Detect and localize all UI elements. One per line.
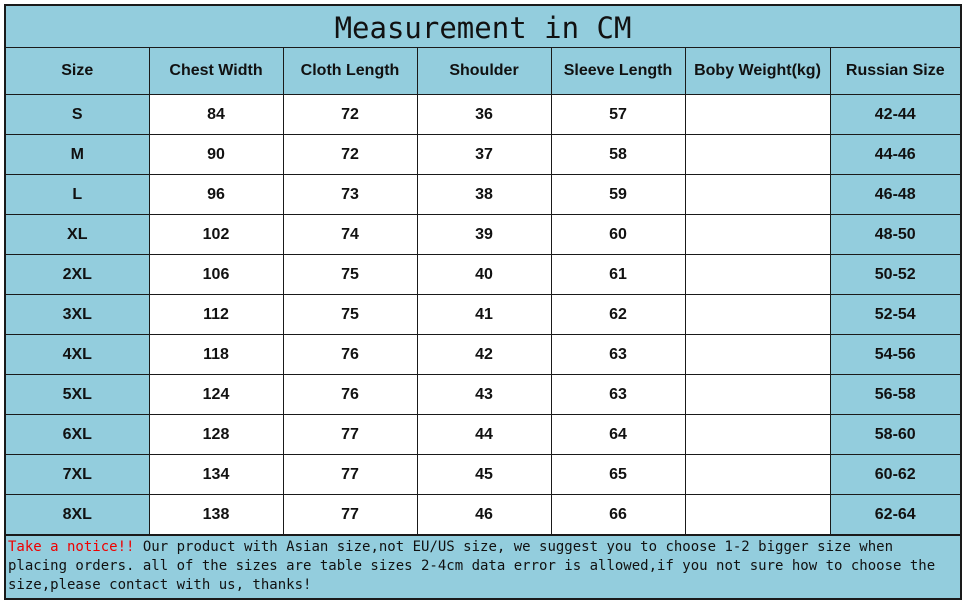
cell-shoulder: 44 bbox=[417, 415, 551, 455]
header-cloth-length: Cloth Length bbox=[283, 48, 417, 95]
cell-sleeve-length: 63 bbox=[551, 335, 685, 375]
cell-chest-width: 138 bbox=[149, 495, 283, 535]
cell-russian-size: 58-60 bbox=[830, 415, 960, 455]
cell-russian-size: 62-64 bbox=[830, 495, 960, 535]
table-row bbox=[6, 175, 960, 215]
cell-cloth-length: 73 bbox=[283, 175, 417, 215]
cell-cloth-length: 76 bbox=[283, 335, 417, 375]
cell-russian-size: 50-52 bbox=[830, 255, 960, 295]
cell-sleeve-length: 57 bbox=[551, 95, 685, 135]
cell-body-weight bbox=[685, 335, 830, 375]
header-size: Size bbox=[6, 48, 149, 95]
cell-size: 5XL bbox=[6, 375, 149, 415]
header-shoulder: Shoulder bbox=[417, 48, 551, 95]
cell-chest-width: 112 bbox=[149, 295, 283, 335]
cell-size: 6XL bbox=[6, 415, 149, 455]
cell-cloth-length: 75 bbox=[283, 255, 417, 295]
cell-russian-size: 48-50 bbox=[830, 215, 960, 255]
cell-shoulder: 36 bbox=[417, 95, 551, 135]
cell-sleeve-length: 58 bbox=[551, 135, 685, 175]
cell-cloth-length: 75 bbox=[283, 295, 417, 335]
cell-cloth-length: 74 bbox=[283, 215, 417, 255]
cell-shoulder: 46 bbox=[417, 495, 551, 535]
chart-title: Measurement in CM bbox=[6, 6, 960, 48]
table-row bbox=[6, 375, 960, 415]
cell-size: M bbox=[6, 135, 149, 175]
cell-cloth-length: 77 bbox=[283, 495, 417, 535]
size-chart bbox=[4, 4, 962, 600]
table-row bbox=[6, 295, 960, 335]
cell-shoulder: 42 bbox=[417, 335, 551, 375]
cell-sleeve-length: 59 bbox=[551, 175, 685, 215]
header-sleeve-length: Sleeve Length bbox=[551, 48, 685, 95]
cell-cloth-length: 72 bbox=[283, 95, 417, 135]
cell-shoulder: 37 bbox=[417, 135, 551, 175]
cell-chest-width: 118 bbox=[149, 335, 283, 375]
cell-size: L bbox=[6, 175, 149, 215]
header-row bbox=[6, 48, 960, 95]
table-row bbox=[6, 215, 960, 255]
cell-chest-width: 96 bbox=[149, 175, 283, 215]
cell-shoulder: 45 bbox=[417, 455, 551, 495]
cell-cloth-length: 77 bbox=[283, 455, 417, 495]
cell-body-weight bbox=[685, 215, 830, 255]
cell-sleeve-length: 65 bbox=[551, 455, 685, 495]
cell-shoulder: 38 bbox=[417, 175, 551, 215]
cell-shoulder: 40 bbox=[417, 255, 551, 295]
cell-size: 2XL bbox=[6, 255, 149, 295]
table-row bbox=[6, 135, 960, 175]
cell-body-weight bbox=[685, 255, 830, 295]
cell-body-weight bbox=[685, 295, 830, 335]
table-row bbox=[6, 335, 960, 375]
notice-text bbox=[6, 535, 960, 595]
cell-body-weight bbox=[685, 455, 830, 495]
cell-sleeve-length: 64 bbox=[551, 415, 685, 455]
cell-body-weight bbox=[685, 95, 830, 135]
cell-chest-width: 90 bbox=[149, 135, 283, 175]
cell-chest-width: 134 bbox=[149, 455, 283, 495]
table-row bbox=[6, 495, 960, 535]
cell-russian-size: 60-62 bbox=[830, 455, 960, 495]
cell-size: 3XL bbox=[6, 295, 149, 335]
cell-sleeve-length: 63 bbox=[551, 375, 685, 415]
cell-size: 7XL bbox=[6, 455, 149, 495]
cell-size: S bbox=[6, 95, 149, 135]
table-row bbox=[6, 95, 960, 135]
size-table bbox=[6, 48, 960, 535]
cell-body-weight bbox=[685, 415, 830, 455]
cell-russian-size: 54-56 bbox=[830, 335, 960, 375]
cell-sleeve-length: 60 bbox=[551, 215, 685, 255]
cell-body-weight bbox=[685, 175, 830, 215]
cell-russian-size: 46-48 bbox=[830, 175, 960, 215]
cell-sleeve-length: 66 bbox=[551, 495, 685, 535]
cell-shoulder: 39 bbox=[417, 215, 551, 255]
header-body-weight: Boby Weight(kg) bbox=[685, 48, 830, 95]
cell-cloth-length: 76 bbox=[283, 375, 417, 415]
cell-shoulder: 41 bbox=[417, 295, 551, 335]
cell-chest-width: 102 bbox=[149, 215, 283, 255]
table-row bbox=[6, 255, 960, 295]
cell-size: XL bbox=[6, 215, 149, 255]
cell-russian-size: 44-46 bbox=[830, 135, 960, 175]
cell-cloth-length: 72 bbox=[283, 135, 417, 175]
cell-size: 8XL bbox=[6, 495, 149, 535]
cell-sleeve-length: 62 bbox=[551, 295, 685, 335]
cell-chest-width: 84 bbox=[149, 95, 283, 135]
cell-russian-size: 52-54 bbox=[830, 295, 960, 335]
cell-sleeve-length: 61 bbox=[551, 255, 685, 295]
cell-chest-width: 106 bbox=[149, 255, 283, 295]
cell-chest-width: 124 bbox=[149, 375, 283, 415]
cell-body-weight bbox=[685, 495, 830, 535]
cell-cloth-length: 77 bbox=[283, 415, 417, 455]
header-russian-size: Russian Size bbox=[830, 48, 960, 95]
table-row bbox=[6, 455, 960, 495]
cell-body-weight bbox=[685, 375, 830, 415]
cell-body-weight bbox=[685, 135, 830, 175]
cell-chest-width: 128 bbox=[149, 415, 283, 455]
cell-russian-size: 56-58 bbox=[830, 375, 960, 415]
table-row bbox=[6, 415, 960, 455]
notice-prefix: Take a notice!! bbox=[8, 539, 135, 555]
header-chest-width: Chest Width bbox=[149, 48, 283, 95]
cell-russian-size: 42-44 bbox=[830, 95, 960, 135]
cell-shoulder: 43 bbox=[417, 375, 551, 415]
notice-body: Our product with Asian size,not EU/US size, we suggest you to choose 1-2 bigger size when placing orders. all of the sizes are table sizes 2-4cm data error is allowed,if you not sure how to choose the size,please contact with us, thanks! bbox=[8, 539, 936, 593]
cell-size: 4XL bbox=[6, 335, 149, 375]
